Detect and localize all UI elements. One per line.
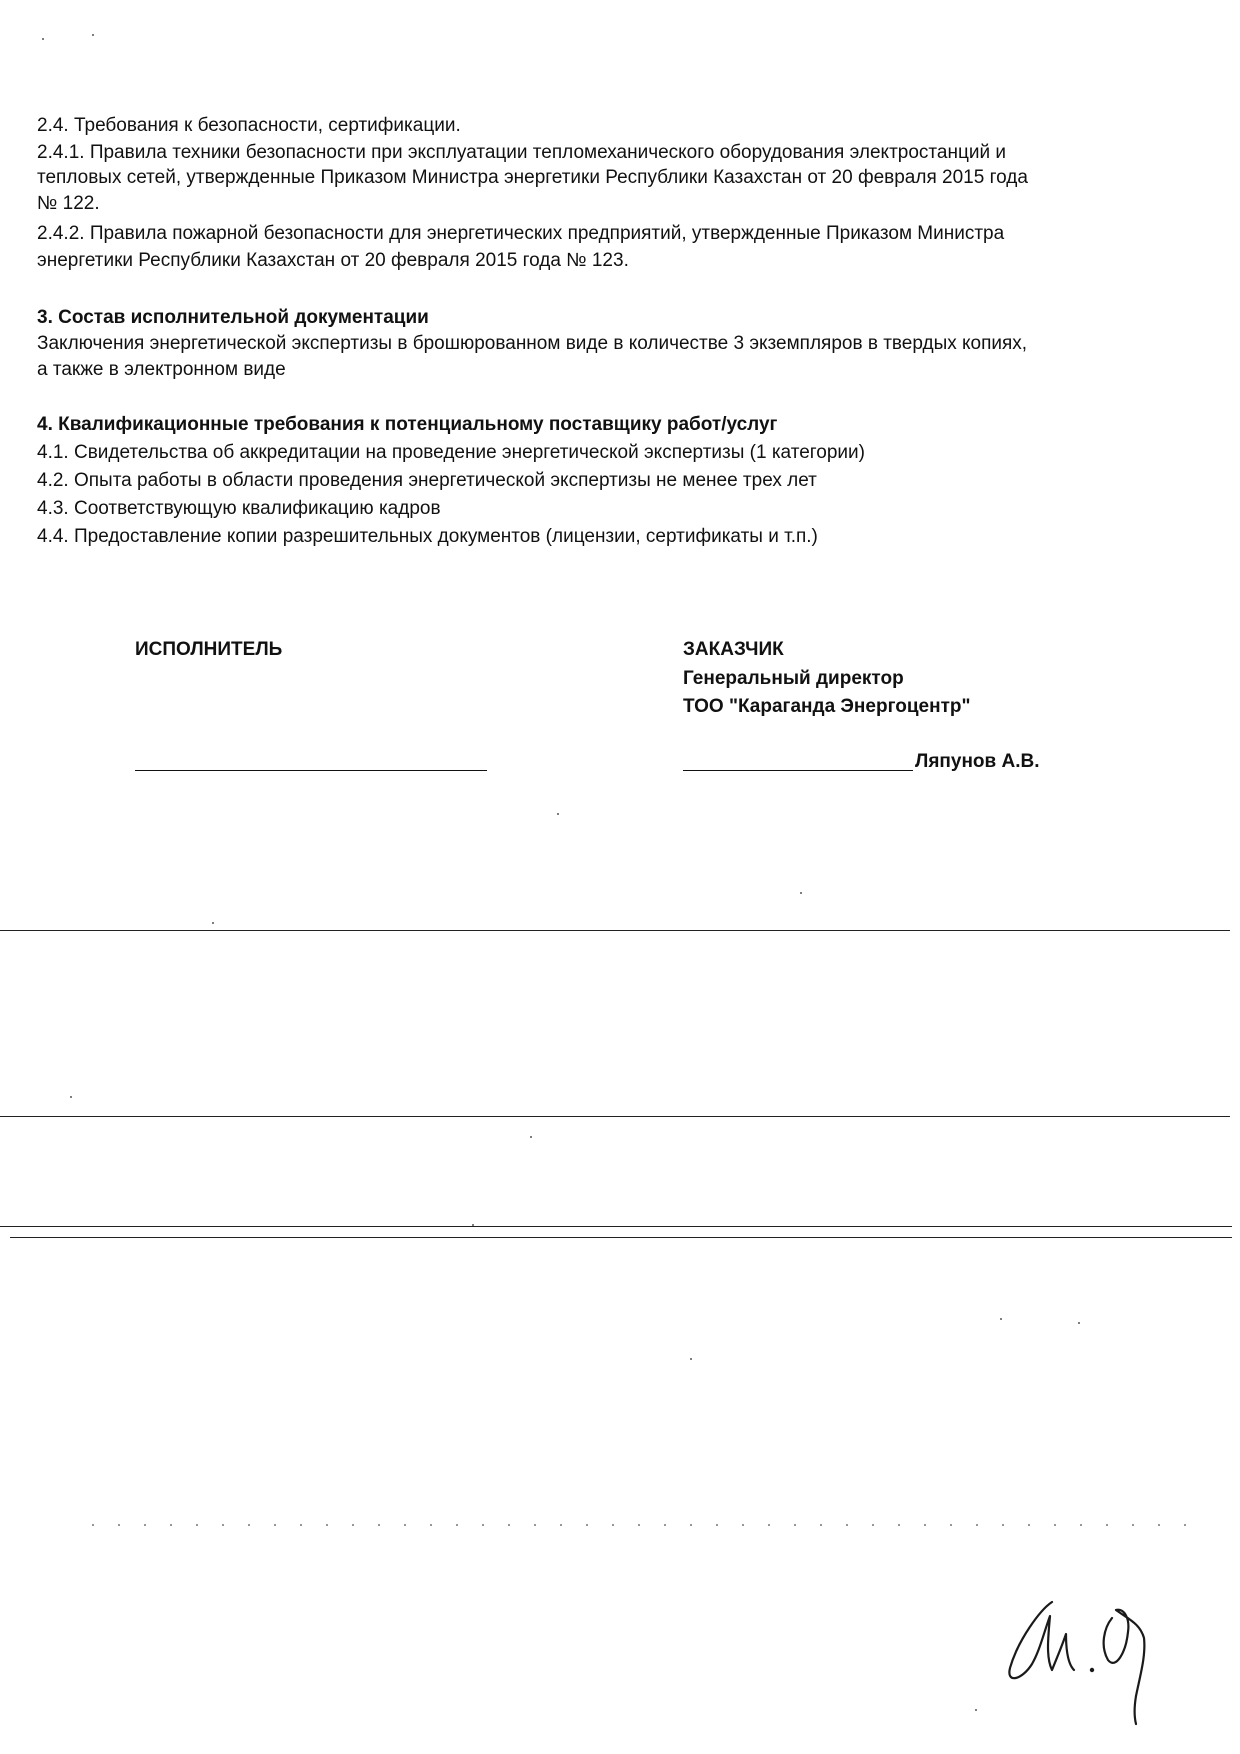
section-2-4-2-line-1: 2.4.2. Правила пожарной безопасности для энергетических предприятий, утвержденные Приказом Министра — [37, 223, 1005, 244]
section-2-4-1-line-2: тепловых сетей, утвержденные Приказом Министра энергетики Республики Казахстан от 20 февраля 2015 года — [37, 167, 1028, 188]
horizontal-rule — [0, 930, 1230, 931]
customer-name: Ляпунов А.В. — [915, 751, 1040, 772]
dotted-scan-line — [80, 1524, 1210, 1526]
executor-label: ИСПОЛНИТЕЛЬ — [135, 639, 283, 660]
customer-signature-line — [683, 770, 913, 771]
scan-speck — [557, 813, 559, 815]
handwritten-signature — [1000, 1580, 1180, 1730]
scan-speck — [690, 1358, 692, 1360]
section-3-line-2: а также в электронном виде — [37, 359, 286, 380]
scan-speck — [530, 1136, 532, 1138]
scan-speck — [42, 38, 44, 40]
scan-speck — [70, 1096, 72, 1098]
scan-speck — [92, 34, 94, 36]
horizontal-rule — [0, 1116, 1230, 1117]
scan-speck — [472, 1224, 474, 1226]
executor-signature-line — [135, 770, 487, 771]
customer-company: ТОО "Караганда Энергоцентр" — [683, 696, 971, 717]
customer-position: Генеральный директор — [683, 668, 904, 689]
section-4-heading: 4. Квалификационные требования к потенциальному поставщику работ/услуг — [37, 414, 778, 435]
scan-speck — [1000, 1318, 1002, 1320]
section-3-heading: 3. Состав исполнительной документации — [37, 307, 429, 328]
section-4-item: 4.1. Свидетельства об аккредитации на проведение энергетической экспертизы (1 категории) — [37, 442, 865, 463]
section-4-item: 4.2. Опыта работы в области проведения энергетической экспертизы не менее трех лет — [37, 470, 817, 491]
section-2-4-1-line-3: № 122. — [37, 193, 100, 214]
section-3-line-1: Заключения энергетической экспертизы в брошюрованном виде в количестве 3 экземпляров в твердых копиях, — [37, 333, 1028, 354]
scan-speck — [975, 1709, 977, 1711]
scan-speck — [1078, 1322, 1080, 1324]
scan-speck — [800, 892, 802, 894]
customer-label: ЗАКАЗЧИК — [683, 639, 784, 660]
scan-speck — [212, 922, 214, 924]
section-2-4-heading: 2.4. Требования к безопасности, сертификации. — [37, 115, 461, 136]
section-2-4-1-line-1: 2.4.1. Правила техники безопасности при эксплуатации тепломеханического оборудования электростанций и — [37, 142, 1006, 163]
section-2-4-2-line-2: энергетики Республики Казахстан от 20 февраля 2015 года № 123. — [37, 250, 629, 271]
horizontal-rule — [10, 1237, 1232, 1238]
horizontal-rule — [0, 1226, 1232, 1227]
section-4-item: 4.4. Предоставление копии разрешительных документов (лицензии, сертификаты и т.п.) — [37, 526, 818, 547]
section-4-item: 4.3. Соответствующую квалификацию кадров — [37, 498, 441, 519]
